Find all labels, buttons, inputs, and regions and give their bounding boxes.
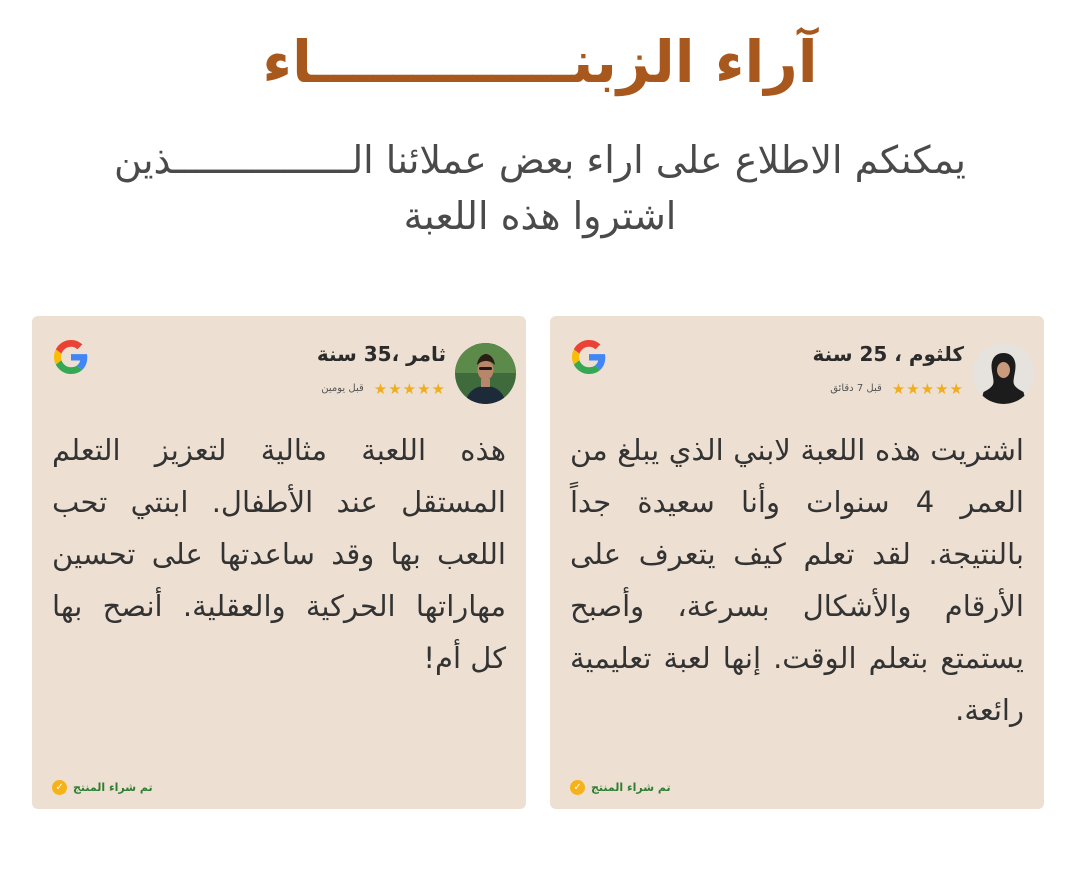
rating-row — [830, 380, 964, 398]
reviewer-name: ثامر ،35 سنة — [316, 342, 446, 366]
review-text: هذه اللعبة مثالية لتعزيز التعلم المستقل عند الأطفال. ابنتي تحب اللعب بها وقد ساعدتها على تحسين مهاراتها الحركية والعقلية. أنصح بها كل أم! — [52, 433, 506, 675]
verified-purchase — [52, 780, 153, 795]
review-card — [32, 316, 526, 809]
rating-row — [321, 380, 446, 398]
check-circle-icon: ✓ — [52, 780, 67, 795]
review-card — [550, 316, 1044, 809]
verified-label: تم شراء المنتج — [591, 781, 671, 794]
review-time: قبل 7 دقائق — [830, 383, 882, 394]
google-icon — [54, 340, 88, 374]
page-subtitle: يمكنكم الاطلاع على اراء بعض عملائنا الــــــــــــــــذين اشتروا هذه اللعبة — [114, 138, 966, 238]
star-rating: ★★★★★ — [891, 380, 964, 398]
google-icon — [572, 340, 606, 374]
avatar — [973, 343, 1034, 404]
review-text: اشتريت هذه اللعبة لابني الذي يبلغ من العمر 4 سنوات وأنا سعيدة جداً بالنتيجة. لقد تعلم كيف يتعرف على الأرقام والأشكال بسرعة، وأصبح يستمتع بتعلم الوقت. إنها لعبة تعليمية رائعة. — [570, 433, 1024, 727]
reviewer-name: كلثوم ، 25 سنة — [812, 342, 964, 366]
star-rating: ★★★★★ — [373, 380, 446, 398]
check-circle-icon: ✓ — [570, 780, 585, 795]
verified-label: تم شراء المنتج — [73, 781, 153, 794]
review-time: قبل يومين — [321, 383, 364, 394]
verified-purchase — [570, 780, 671, 795]
avatar — [455, 343, 516, 404]
page-title: آراء الزبنـــــــــــــاء — [262, 28, 818, 96]
